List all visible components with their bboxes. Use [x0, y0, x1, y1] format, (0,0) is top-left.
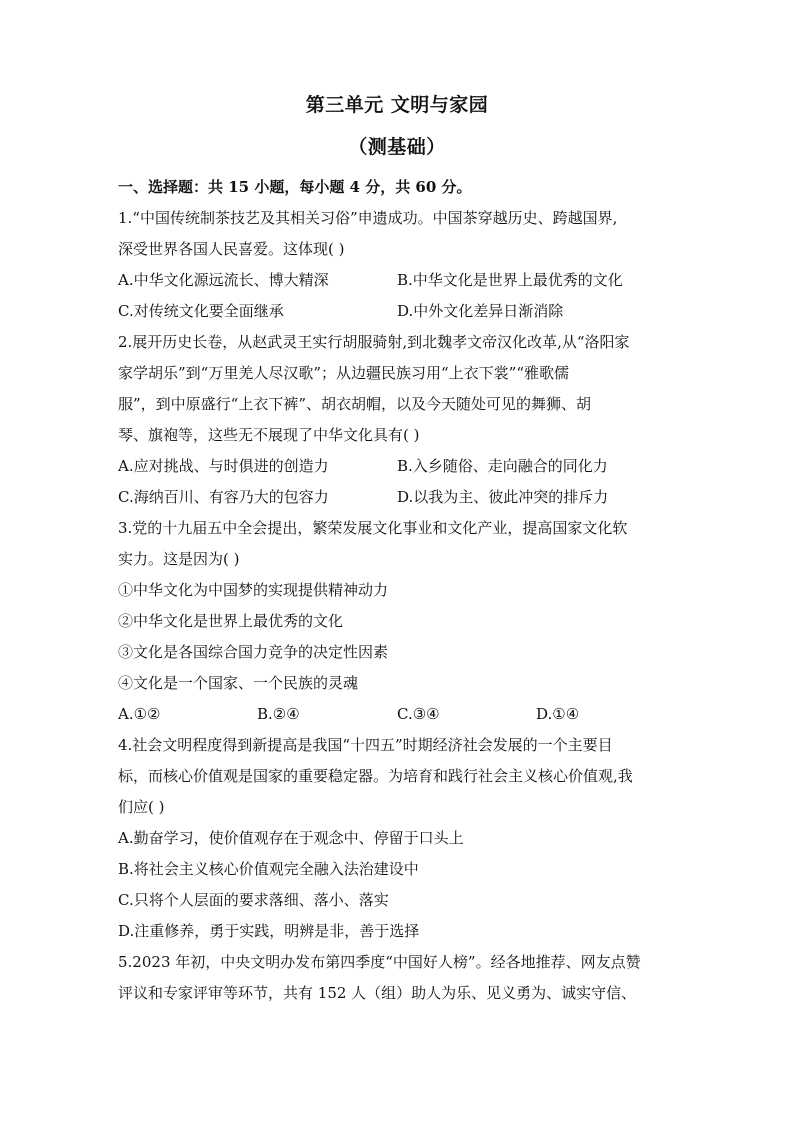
page-subtitle: （测基础） — [348, 136, 446, 158]
q3-statement-1: ①中华文化为中国梦的实现提供精神动力 — [118, 581, 389, 599]
q2-option-b: B.入乡随俗、走向融合的同化力 — [397, 457, 608, 475]
q4-option-d: D.注重修养，勇于实践，明辨是非，善于选择 — [118, 922, 420, 940]
q2-option-a: A.应对挑战、与时俱进的创造力 — [118, 457, 329, 475]
q3-option-a: A.①② — [118, 705, 161, 723]
q1-option-c: C.对传统文化要全面继承 — [118, 302, 284, 320]
q2-stem-line: 2.展开历史长卷，从赵武灵王实行胡服骑射,到北魏孝文帝汉化改革,从“洛阳家 — [118, 333, 630, 351]
section-heading: 一、选择题：共 15 小题，每小题 4 分，共 60 分。 — [118, 178, 472, 196]
q3-stem-line: 实力。这是因为( ) — [118, 550, 240, 568]
q3-stem-line: 3.党的十九届五中全会提出，繁荣发展文化事业和文化产业，提高国家文化软 — [118, 519, 628, 537]
page-title: 第三单元 文明与家园 — [305, 94, 489, 116]
q4-stem-line: 标，而核心价值观是国家的重要稳定器。为培育和践行社会主义核心价值观,我 — [118, 767, 633, 785]
q3-option-b: B.②④ — [257, 705, 300, 723]
q2-option-d: D.以我为主、彼此冲突的排斥力 — [397, 488, 609, 506]
q3-statement-2: ②中华文化是世界上最优秀的文化 — [118, 612, 344, 630]
q1-option-a: A.中华文化源远流长、博大精深 — [118, 271, 329, 289]
q1-stem-line: 深受世界各国人民喜爱。这体现( ) — [118, 240, 345, 258]
q3-statement-4: ④文化是一个国家、一个民族的灵魂 — [118, 674, 359, 692]
q4-option-b: B.将社会主义核心价值观完全融入法治建设中 — [118, 860, 419, 878]
q2-stem-line: 家学胡乐”到“万里羌人尽汉歌”；从边疆民族习用“上衣下裳”“雅歌儒 — [118, 364, 570, 382]
q4-option-a: A.勤奋学习，使价值观存在于观念中、停留于口头上 — [118, 829, 464, 847]
q1-option-d: D.中外文化差异日渐消除 — [397, 302, 564, 320]
q3-option-c: C.③④ — [397, 705, 440, 723]
q2-stem-line: 服”，到中原盛行“上衣下裤”、胡衣胡帽，以及今天随处可见的舞狮、胡 — [118, 395, 592, 413]
q1-option-b: B.中华文化是世界上最优秀的文化 — [397, 271, 623, 289]
q5-stem-line: 5.2023 年初，中央文明办发布第四季度“中国好人榜”。经各地推荐、网友点赞 — [118, 953, 641, 971]
q2-stem-line: 琴、旗袍等，这些无不展现了中华文化具有( ) — [118, 426, 420, 444]
q3-statement-3: ③文化是各国综合国力竞争的决定性因素 — [118, 643, 389, 661]
q4-stem-line: 4.社会文明程度得到新提高是我国“十四五”时期经济社会发展的一个主要目 — [118, 736, 613, 754]
q4-option-c: C.只将个人层面的要求落细、落小、落实 — [118, 891, 389, 909]
q3-option-d: D.①④ — [536, 705, 580, 723]
q2-option-c: C.海纳百川、有容乃大的包容力 — [118, 488, 329, 506]
q1-stem-line: 1.“中国传统制茶技艺及其相关习俗”申遗成功。中国茶穿越历史、跨越国界, — [118, 209, 618, 227]
q5-stem-line: 评议和专家评审等环节，共有 152 人（组）助人为乐、见义勇为、诚实守信、 — [118, 984, 637, 1002]
q4-stem-line: 们应( ) — [118, 798, 165, 816]
